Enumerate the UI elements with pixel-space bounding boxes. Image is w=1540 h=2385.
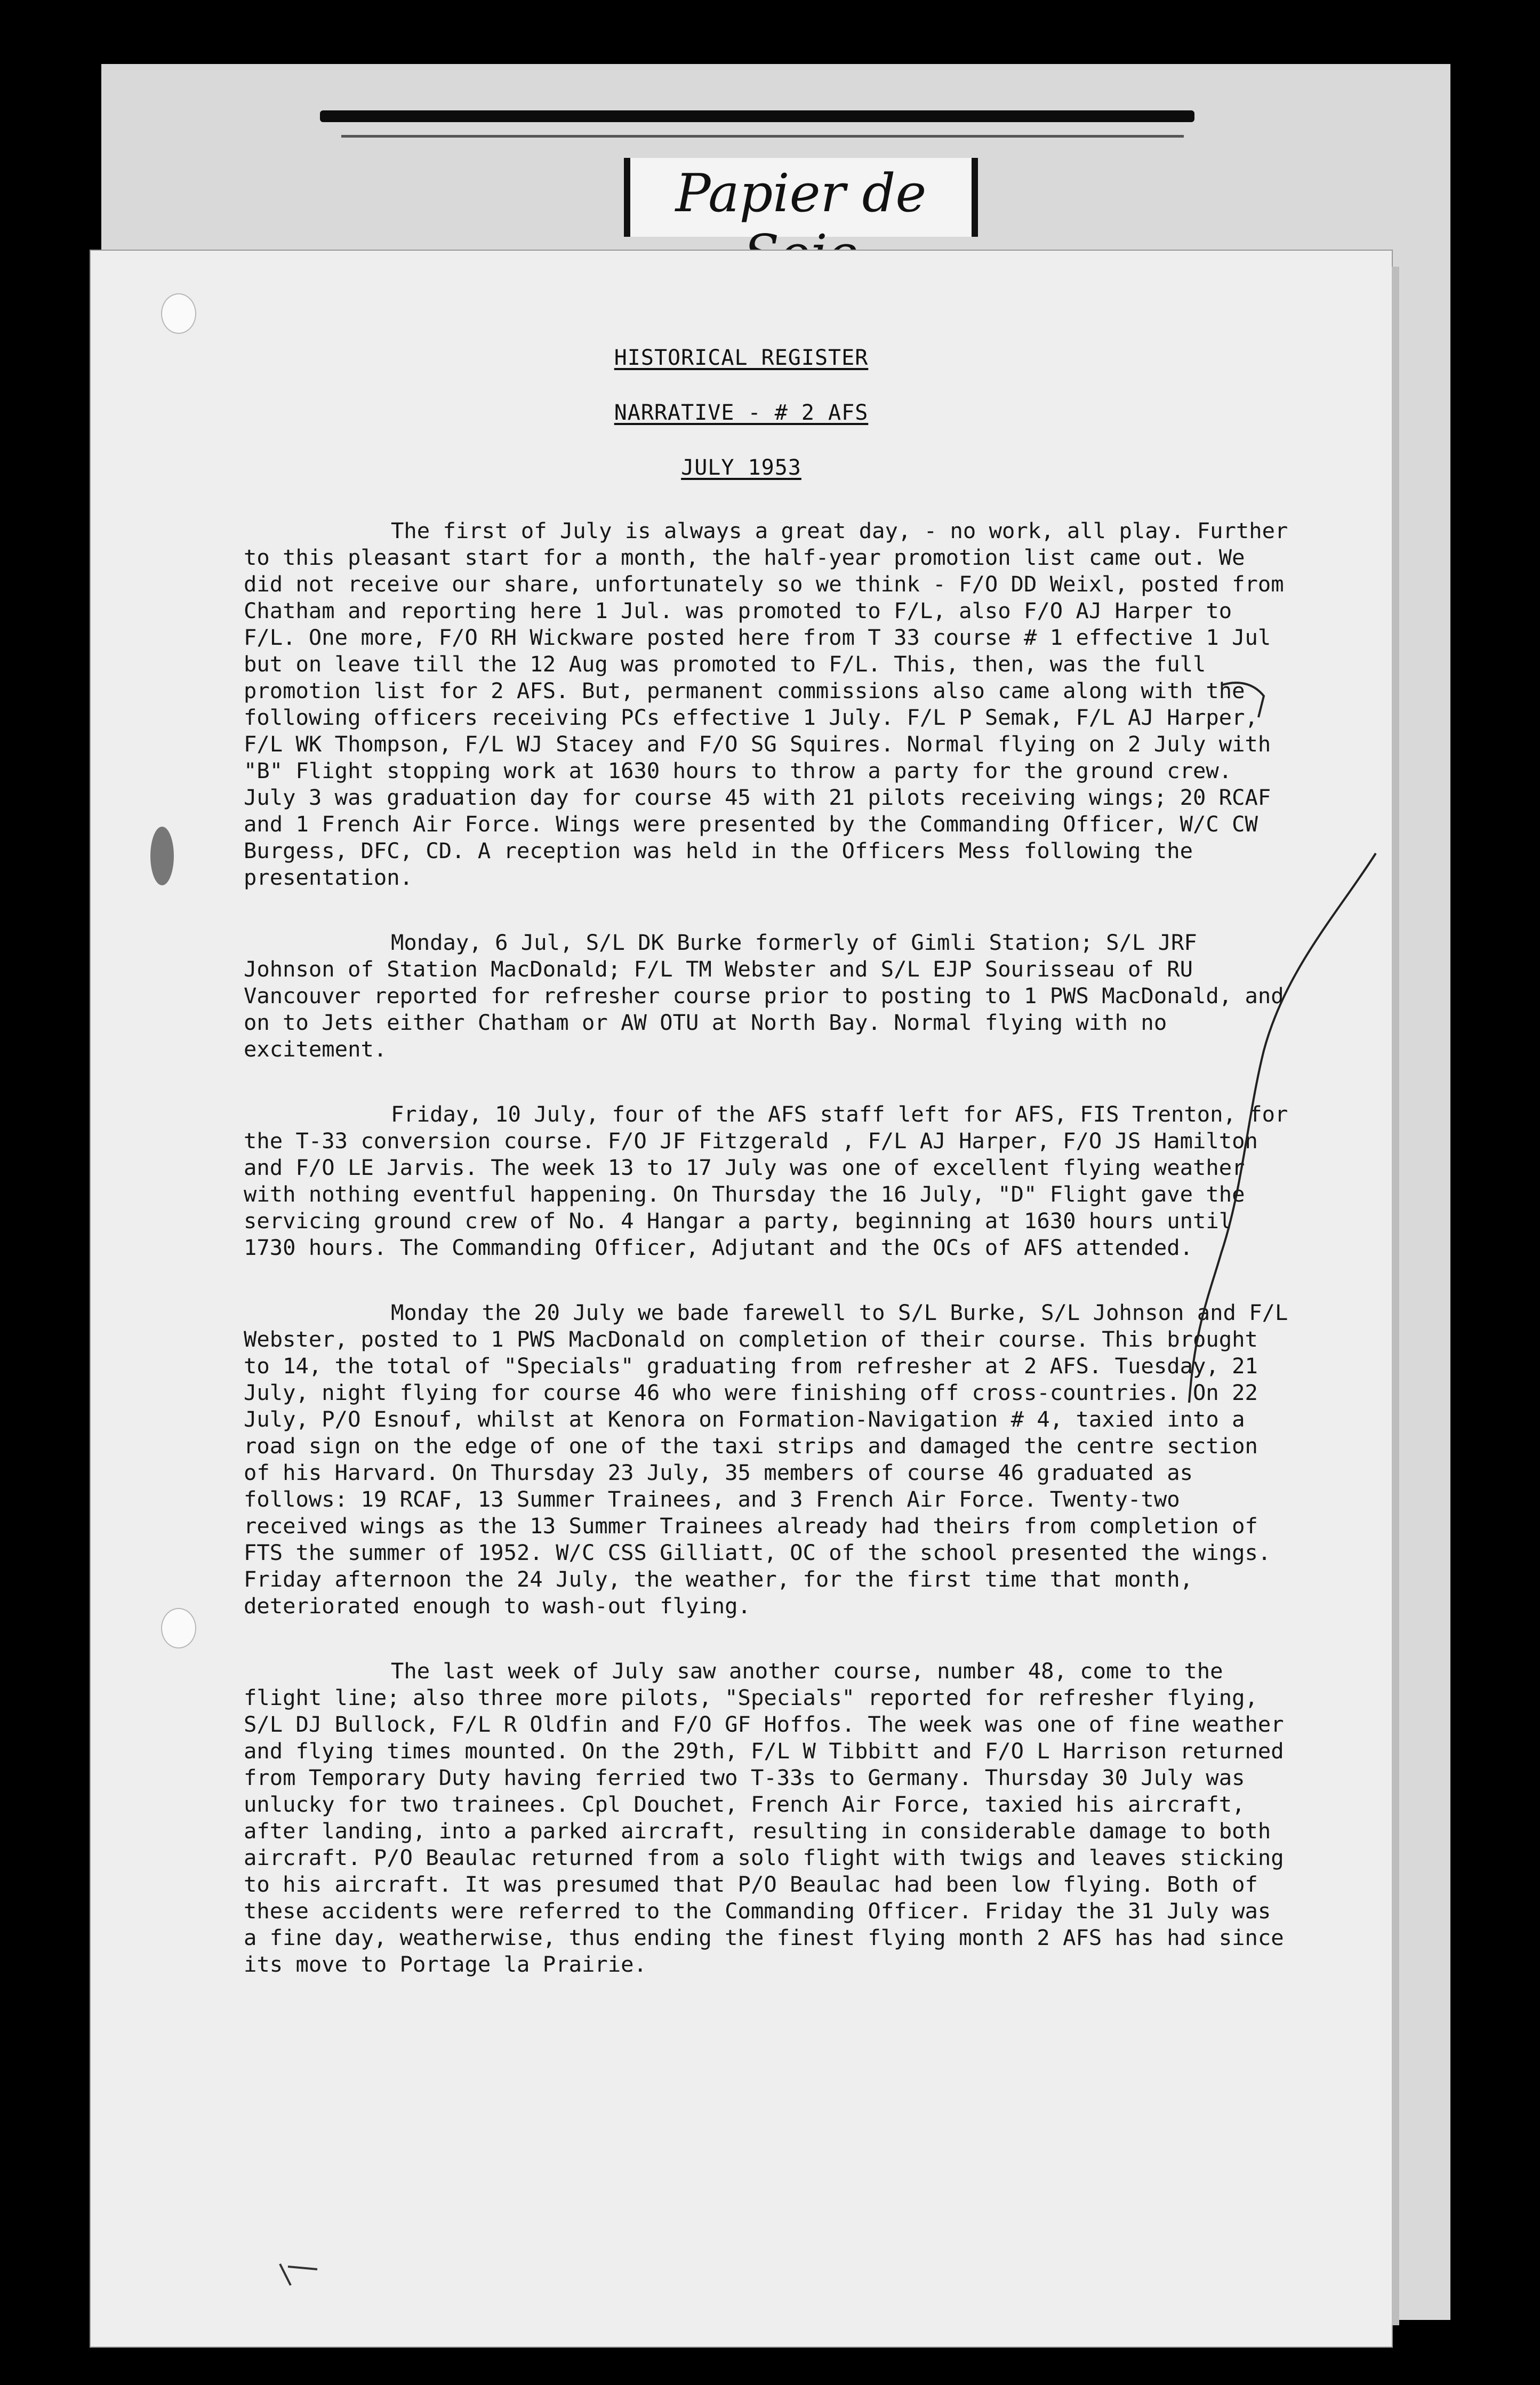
paragraph: The first of July is always a great day, - no work, all play. Further to this pleasant start for a month, the half-year promotion list came out. We did not receive our share, unfortunately so we think - F/O DD Weixl, posted from Chatham and reporting here 1 Jul. was promoted to F/L, also F/O AJ Harper to F/L. One more, F/O RH Wickware posted here from T 33 course # 1 effective 1 Jul but on leave till the 12 Aug was promoted to F/L. This, then, was the full promotion list for 2 AFS. But, permanent commissions also came along with the following officers receiving PCs effective 1 July. F/L P Semak, F/L AJ Harper, F/L WK Thompson, F/L WJ Stacey and F/O SG Squires. Normal flying on 2 July with "B" Flight stopping work at 1630 hours to throw a party for the ground crew. July 3 was graduation day for course 45 with 21 pilots receiving wings; 20 RCAF and 1 French Air Force. Wings were presented by the Commanding Officer, W/C CW Burgess, DFC, CD. A reception was held in the Officers Mess following the presentation. [244,518,1288,890]
document-title: HISTORICAL REGISTER [614,346,869,370]
punch-hole-icon [161,1608,196,1648]
paragraph: Friday, 10 July, four of the AFS staff left for AFS, FIS Trenton, for the T-33 conversion course. F/O JF Fitzgerald , F/L AJ Harper, F/O JS Hamilton and F/O LE Jarvis. The week 13 to 17 July was one of excellent flying weather with nothing eventful happening. On Thursday the 16 July, "D" Flight gave the servicing ground crew of No. 4 Hangar a party, beginning at 1630 hours until 1730 hours. The Commanding Officer, Adjutant and the OCs of AFS attended. [244,1101,1288,1260]
date-row [91,455,1392,480]
top-rule-thin [341,135,1184,138]
paper-label-text: Papier de [675,163,927,224]
pen-scribble-icon [275,2259,323,2291]
paper-label [624,158,978,237]
document-page [91,251,1392,2347]
subtitle-row [91,401,1392,425]
paragraph: The last week of July saw another course, number 48, come to the flight line; also three more pilots, "Specials" reported for refresher flying, S/L DJ Bullock, F/L R Oldfin and F/O GF Hoffos. The week was one of fine weather and flying times mounted. On the 29th, F/L W Tibbitt and F/O L Harrison returned from Temporary Duty having ferried two T-33s to Germany. Thursday 30 July was unlucky for two trainees. Cpl Douchet, French Air Force, taxied his aircraft, after landing, into a parked aircraft, resulting in considerable damage to both aircraft. P/O Beaulac returned from a solo flight with twigs and leaves sticking to his aircraft. It was presumed that P/O Beaulac had been low flying. Both of these accidents were referred to the Commanding Officer. Friday the 31 July was a fine day, weatherwise, thus ending the finest flying month 2 AFS has had since its move to Portage la Prairie. [244,1658,1284,1977]
title-row [91,346,1392,370]
top-rule [320,110,1194,122]
document-subtitle: NARRATIVE - # 2 AFS [614,401,869,425]
paragraph: Monday, 6 Jul, S/L DK Burke formerly of Gimli Station; S/L JRF Johnson of Station MacDonald; F/L TM Webster and S/L EJP Sourisseau of RU Vancouver reported for refresher course prior to posting to 1 PWS MacDonald, and on to Jets either Chatham or AW OTU at North Bay. Normal flying with no excitement. [244,930,1284,1062]
paragraph: Monday the 20 July we bade farewell to S/L Burke, S/L Johnson and F/L Webster, posted to 1 PWS MacDonald on completion of their course. This brought to 14, the total of "Specials" graduating from refresher at 2 AFS. Tuesday, 21 July, night flying for course 46 who were finishing off cross-countries. On 22 July, P/O Esnouf, whilst at Kenora on Formation-Navigation # 4, taxied into a road sign on the edge of one of the taxi strips and damaged the centre section of his Harvard. On Thursday 23 July, 35 members of course 46 graduated as follows: 19 RCAF, 13 Summer Trainees, and 3 French Air Force. Twenty-two received wings as the 13 Summer Trainees already had theirs from completion of FTS the summer of 1952. W/C CSS Gilliatt, OC of the school presented the wings. Friday afternoon the 24 July, the weather, for the first time that month, deteriorated enough to wash-out flying. [244,1300,1288,1619]
pen-tick-icon [1216,669,1274,728]
pen-stroke-icon [1178,848,1392,1408]
document-date: JULY 1953 [681,455,801,480]
punch-hole-icon [161,293,196,334]
narrative-body [244,517,1289,2016]
clip-mark [150,827,174,885]
